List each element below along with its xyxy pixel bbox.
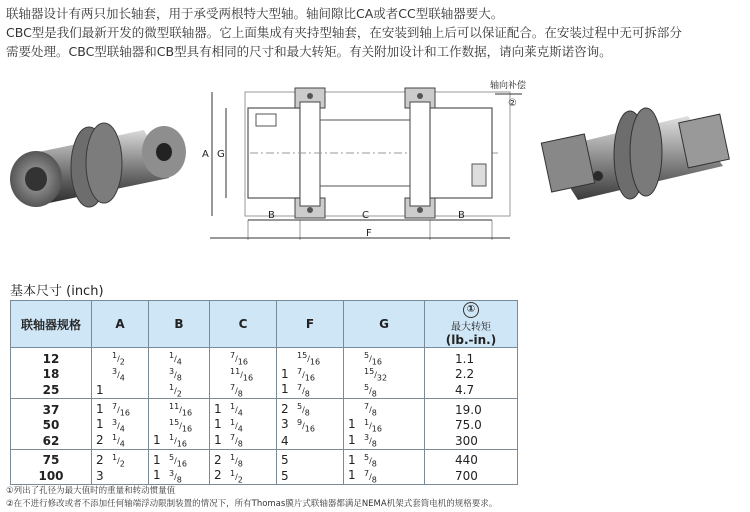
cell-c xyxy=(210,382,277,398)
fraction-slash: / xyxy=(369,405,372,415)
fraction-slash: / xyxy=(117,355,120,364)
fraction-denominator: 8 xyxy=(371,474,377,484)
fraction-numerator: 15 xyxy=(364,366,375,376)
fraction-denominator: 8 xyxy=(237,439,243,449)
axial-compensation-label: 轴向补偿 xyxy=(490,81,527,91)
fraction-denominator: 4 xyxy=(119,373,125,383)
fraction-denominator: 8 xyxy=(176,474,182,484)
fraction-slash: / xyxy=(174,370,177,380)
fraction-part xyxy=(297,383,310,398)
cell-b xyxy=(149,433,210,449)
whole-part: 1 xyxy=(153,452,161,467)
table-row xyxy=(11,382,518,398)
fraction-part xyxy=(297,418,315,433)
cell-a xyxy=(92,382,149,398)
fraction-part xyxy=(230,402,243,417)
cell-model: 100 xyxy=(11,468,92,484)
fraction-numerator: 7 xyxy=(230,382,236,392)
fraction-numerator: 1 xyxy=(230,452,236,462)
cell-g xyxy=(344,367,425,383)
fraction-denominator: 16 xyxy=(371,423,382,433)
cell-c xyxy=(210,417,277,433)
fraction-part xyxy=(112,418,125,433)
fraction-numerator: 7 xyxy=(112,402,118,412)
fraction-part xyxy=(112,367,125,382)
fraction-slash: / xyxy=(235,436,238,446)
fraction-denominator: 8 xyxy=(304,408,310,418)
fraction-slash: / xyxy=(117,421,120,431)
header-a: A xyxy=(92,301,149,348)
header-model: 联轴器规格 xyxy=(11,301,92,348)
cell-a xyxy=(92,449,149,468)
cell-max-torque: 440 xyxy=(425,449,518,468)
footnote-1: ①列出了孔径为最大值时的重量和转动惯量值 xyxy=(6,486,176,496)
fraction-denominator: 8 xyxy=(237,459,243,469)
fraction-denominator: 8 xyxy=(371,408,377,418)
fraction-part xyxy=(169,418,192,433)
cell-g xyxy=(344,382,425,398)
fraction-part xyxy=(364,469,377,484)
whole-part: 5 xyxy=(281,468,289,483)
cell-c xyxy=(210,348,277,367)
fraction-part xyxy=(112,351,125,366)
cell-model: 75 xyxy=(11,449,92,468)
fraction-numerator: 1 xyxy=(112,351,118,361)
whole-part: 1 xyxy=(214,401,222,416)
table-row xyxy=(11,468,518,484)
dim-label-b-right: B xyxy=(458,210,465,221)
fraction-slash: / xyxy=(302,405,305,415)
fraction-numerator: 7 xyxy=(230,351,236,361)
fraction-numerator: 15 xyxy=(169,417,180,427)
fraction-slash: / xyxy=(374,370,377,380)
fraction-slash: / xyxy=(369,436,372,446)
cell-model: 18 xyxy=(11,367,92,383)
fraction-part xyxy=(364,418,382,433)
cell-max-torque: 75.0 xyxy=(425,417,518,433)
cell-a xyxy=(92,348,149,367)
table-row xyxy=(11,348,518,367)
fraction-part xyxy=(169,367,182,382)
cell-a xyxy=(92,398,149,417)
whole-part: 1 xyxy=(348,432,356,447)
cell-max-torque: 300 xyxy=(425,433,518,449)
fraction-numerator: 5 xyxy=(364,382,370,392)
dim-label-a: A xyxy=(202,149,209,160)
coupling-diagram xyxy=(190,80,560,240)
dimension-table xyxy=(10,300,518,485)
cell-g xyxy=(344,398,425,417)
header-max-torque-label: 最大转矩 xyxy=(451,322,491,333)
fraction-part xyxy=(169,433,187,448)
fraction-part xyxy=(169,469,182,484)
table-row xyxy=(11,398,518,417)
whole-part: 1 xyxy=(281,366,289,381)
fraction-denominator: 8 xyxy=(371,459,377,469)
cell-g xyxy=(344,449,425,468)
dim-label-b-left: B xyxy=(268,210,275,221)
fraction-part xyxy=(364,453,377,468)
fraction-numerator: 1 xyxy=(364,417,370,427)
fraction-part xyxy=(169,383,182,398)
whole-part: 2 xyxy=(281,401,289,416)
fraction-numerator: 7 xyxy=(297,366,303,376)
fraction-slash: / xyxy=(369,456,372,466)
fraction-denominator: 2 xyxy=(119,459,125,469)
fraction-denominator: 16 xyxy=(304,373,315,383)
cell-f xyxy=(277,367,344,383)
coupling-photo-right xyxy=(538,100,738,210)
fraction-slash: / xyxy=(174,472,177,482)
fraction-part xyxy=(112,402,130,417)
cell-f xyxy=(277,348,344,367)
table-row xyxy=(11,417,518,433)
fraction-part xyxy=(364,351,382,366)
whole-part: 2 xyxy=(96,452,104,467)
cell-f xyxy=(277,449,344,468)
fraction-numerator: 3 xyxy=(112,417,118,427)
fraction-numerator: 7 xyxy=(230,433,236,443)
fraction-denominator: 8 xyxy=(371,388,377,398)
fraction-part xyxy=(169,453,187,468)
note-2-marker: ② xyxy=(508,98,517,109)
fraction-denominator: 16 xyxy=(119,408,130,418)
cell-b xyxy=(149,449,210,468)
fraction-denominator: 16 xyxy=(242,373,254,383)
header-f: F xyxy=(277,301,344,348)
header-max-torque-unit: (lb.-in.) xyxy=(445,333,497,347)
cell-f xyxy=(277,398,344,417)
fraction-part xyxy=(230,433,243,448)
dim-label-g: G xyxy=(217,149,225,160)
footnote-2: ②在不进行修改或者不添加任何轴端浮动限制装置的情况下，所有Thomas膜片式联轴器都满足NEMA机架式套筒电机的规格要求。 xyxy=(6,499,498,509)
fraction-numerator: 7 xyxy=(364,402,370,412)
fraction-denominator: 4 xyxy=(119,423,125,433)
table-row xyxy=(11,367,518,383)
fraction-slash: / xyxy=(235,421,238,431)
intro-line-3: 需要处理。CBC型联轴器和CB型具有相同的尺寸和最大转矩。有关附加设计和工作数据，请向莱克斯诺咨询。 xyxy=(6,44,612,59)
cell-f xyxy=(277,468,344,484)
whole-part: 2 xyxy=(214,468,222,483)
cell-f xyxy=(277,382,344,398)
whole-part: 2 xyxy=(96,432,104,447)
fraction-numerator: 15 xyxy=(297,351,308,361)
fraction-denominator: 8 xyxy=(237,388,243,398)
fraction-part xyxy=(230,351,248,366)
cell-g xyxy=(344,468,425,484)
cell-model: 62 xyxy=(11,433,92,449)
fraction-denominator: 16 xyxy=(237,357,248,367)
cell-f xyxy=(277,433,344,449)
intro-text xyxy=(6,4,746,61)
fraction-part xyxy=(364,402,377,417)
cell-c xyxy=(210,367,277,383)
whole-part: 1 xyxy=(96,417,104,432)
fraction-numerator: 1 xyxy=(112,452,118,462)
fraction-part xyxy=(364,433,377,448)
header-g: G xyxy=(344,301,425,348)
whole-part: 2 xyxy=(214,452,222,467)
cell-c xyxy=(210,433,277,449)
table-header-row xyxy=(11,301,518,348)
cell-c xyxy=(210,468,277,484)
whole-part: 1 xyxy=(281,382,289,397)
fraction-numerator: 9 xyxy=(297,417,303,427)
fraction-denominator: 8 xyxy=(371,439,377,449)
cell-model: 37 xyxy=(11,398,92,417)
intro-line-1: 联轴器设计有两只加长轴套，用于承受两根特大型轴。轴间隙比CA或者CC型联轴器要大。 xyxy=(6,6,504,21)
cell-max-torque: 1.1 xyxy=(425,348,518,367)
table-row xyxy=(11,449,518,468)
fraction-denominator: 8 xyxy=(304,388,310,398)
whole-part: 1 xyxy=(214,417,222,432)
fraction-slash: / xyxy=(302,370,305,380)
fraction-numerator: 3 xyxy=(169,366,175,376)
fraction-denominator: 8 xyxy=(176,373,182,383)
cell-b xyxy=(149,398,210,417)
cell-a xyxy=(92,367,149,383)
fraction-numerator: 5 xyxy=(364,351,370,361)
cell-b xyxy=(149,367,210,383)
whole-part: 3 xyxy=(281,417,289,432)
cell-c xyxy=(210,449,277,468)
fraction-part xyxy=(112,433,125,448)
fraction-slash: / xyxy=(174,386,177,396)
fraction-numerator: 11 xyxy=(169,402,180,412)
coupling-photo-left xyxy=(4,100,194,220)
cell-c xyxy=(210,398,277,417)
cell-b xyxy=(149,468,210,484)
fraction-denominator: 32 xyxy=(376,373,388,383)
fraction-numerator: 1 xyxy=(112,433,118,443)
fraction-slash: / xyxy=(369,386,372,396)
fraction-denominator: 16 xyxy=(176,439,187,449)
cell-model: 25 xyxy=(11,382,92,398)
fraction-part xyxy=(112,453,125,468)
fraction-slash: / xyxy=(117,456,120,466)
fraction-numerator: 1 xyxy=(230,468,236,478)
fraction-numerator: 1 xyxy=(169,433,175,443)
fraction-slash: / xyxy=(117,405,120,415)
cell-a xyxy=(92,433,149,449)
fraction-part xyxy=(364,367,387,382)
cell-a xyxy=(92,468,149,484)
fraction-numerator: 1 xyxy=(169,382,175,392)
cell-g xyxy=(344,433,425,449)
fraction-denominator: 2 xyxy=(237,474,243,484)
fraction-slash: / xyxy=(369,421,372,431)
fraction-slash: / xyxy=(117,370,120,380)
fraction-slash: / xyxy=(235,405,238,415)
header-b: B xyxy=(149,301,210,348)
note-1-marker: ① xyxy=(463,302,479,318)
whole-part: 1 xyxy=(96,382,104,397)
fraction-numerator: 3 xyxy=(112,366,118,376)
fraction-denominator: 16 xyxy=(181,408,193,418)
fraction-denominator: 2 xyxy=(176,388,182,398)
cell-model: 50 xyxy=(11,417,92,433)
whole-part: 5 xyxy=(281,453,289,468)
fraction-numerator: 1 xyxy=(230,417,236,427)
cell-f xyxy=(277,417,344,433)
fraction-slash: / xyxy=(174,456,177,466)
fraction-numerator: 7 xyxy=(364,468,370,478)
fraction-denominator: 16 xyxy=(181,423,193,433)
fraction-part xyxy=(230,453,243,468)
header-max-torque xyxy=(425,301,518,348)
whole-part: 1 xyxy=(153,432,161,447)
fraction-numerator: 5 xyxy=(169,452,175,462)
fraction-numerator: 1 xyxy=(169,351,175,361)
cell-b xyxy=(149,382,210,398)
fraction-part xyxy=(364,383,377,398)
fraction-denominator: 16 xyxy=(304,423,315,433)
fraction-part xyxy=(297,402,310,417)
fraction-denominator: 4 xyxy=(237,423,243,433)
fraction-slash: / xyxy=(235,472,238,482)
whole-part: 4 xyxy=(281,433,289,448)
cell-g xyxy=(344,417,425,433)
cell-g xyxy=(344,348,425,367)
table-row xyxy=(11,433,518,449)
fraction-part xyxy=(169,351,182,366)
cell-max-torque: 700 xyxy=(425,468,518,484)
whole-part: 1 xyxy=(348,417,356,432)
fraction-slash: / xyxy=(179,421,182,431)
cell-a xyxy=(92,417,149,433)
fraction-part xyxy=(169,402,192,417)
fraction-part xyxy=(230,367,253,382)
fraction-slash: / xyxy=(235,386,238,396)
fraction-slash: / xyxy=(174,436,177,446)
fraction-slash: / xyxy=(235,355,238,364)
fraction-part xyxy=(297,367,315,382)
fraction-numerator: 11 xyxy=(230,366,241,376)
fraction-denominator: 16 xyxy=(176,459,187,469)
fraction-slash: / xyxy=(235,456,238,466)
whole-part: 1 xyxy=(153,468,161,483)
fraction-denominator: 16 xyxy=(309,357,321,367)
fraction-numerator: 5 xyxy=(364,452,370,462)
fraction-denominator: 2 xyxy=(119,357,125,367)
dim-label-c: C xyxy=(362,210,369,221)
fraction-slash: / xyxy=(174,355,177,364)
dim-label-f: F xyxy=(366,228,372,239)
whole-part: 1 xyxy=(348,468,356,483)
fraction-slash: / xyxy=(179,405,182,415)
fraction-numerator: 7 xyxy=(297,382,303,392)
dimension-table-title: 基本尺寸 (inch) xyxy=(10,284,104,299)
header-c: C xyxy=(210,301,277,348)
fraction-denominator: 4 xyxy=(176,357,182,367)
fraction-slash: / xyxy=(240,370,243,380)
cell-model: 12 xyxy=(11,348,92,367)
fraction-slash: / xyxy=(307,355,310,364)
whole-part: 3 xyxy=(96,468,104,483)
fraction-part xyxy=(297,351,320,366)
fraction-part xyxy=(230,469,243,484)
fraction-part xyxy=(230,418,243,433)
whole-part: 1 xyxy=(348,452,356,467)
fraction-denominator: 4 xyxy=(237,408,243,418)
cell-b xyxy=(149,417,210,433)
fraction-slash: / xyxy=(302,386,305,396)
fraction-slash: / xyxy=(117,436,120,446)
cell-max-torque: 2.2 xyxy=(425,367,518,383)
cell-max-torque: 19.0 xyxy=(425,398,518,417)
cell-b xyxy=(149,348,210,367)
fraction-slash: / xyxy=(369,355,372,364)
fraction-numerator: 5 xyxy=(297,402,303,412)
fraction-slash: / xyxy=(302,421,305,431)
fraction-part xyxy=(230,383,243,398)
whole-part: 1 xyxy=(214,432,222,447)
fraction-denominator: 16 xyxy=(371,357,382,367)
fraction-numerator: 3 xyxy=(169,468,175,478)
cell-max-torque: 4.7 xyxy=(425,382,518,398)
fraction-numerator: 1 xyxy=(230,402,236,412)
fraction-slash: / xyxy=(369,472,372,482)
intro-line-2: CBC型是我们最新开发的微型联轴器。它上面集成有夹持型轴套，在安装到轴上后可以保证配合。在安装过程中无可拆部分 xyxy=(6,25,682,40)
fraction-denominator: 4 xyxy=(119,439,125,449)
fraction-numerator: 3 xyxy=(364,433,370,443)
whole-part: 1 xyxy=(96,401,104,416)
